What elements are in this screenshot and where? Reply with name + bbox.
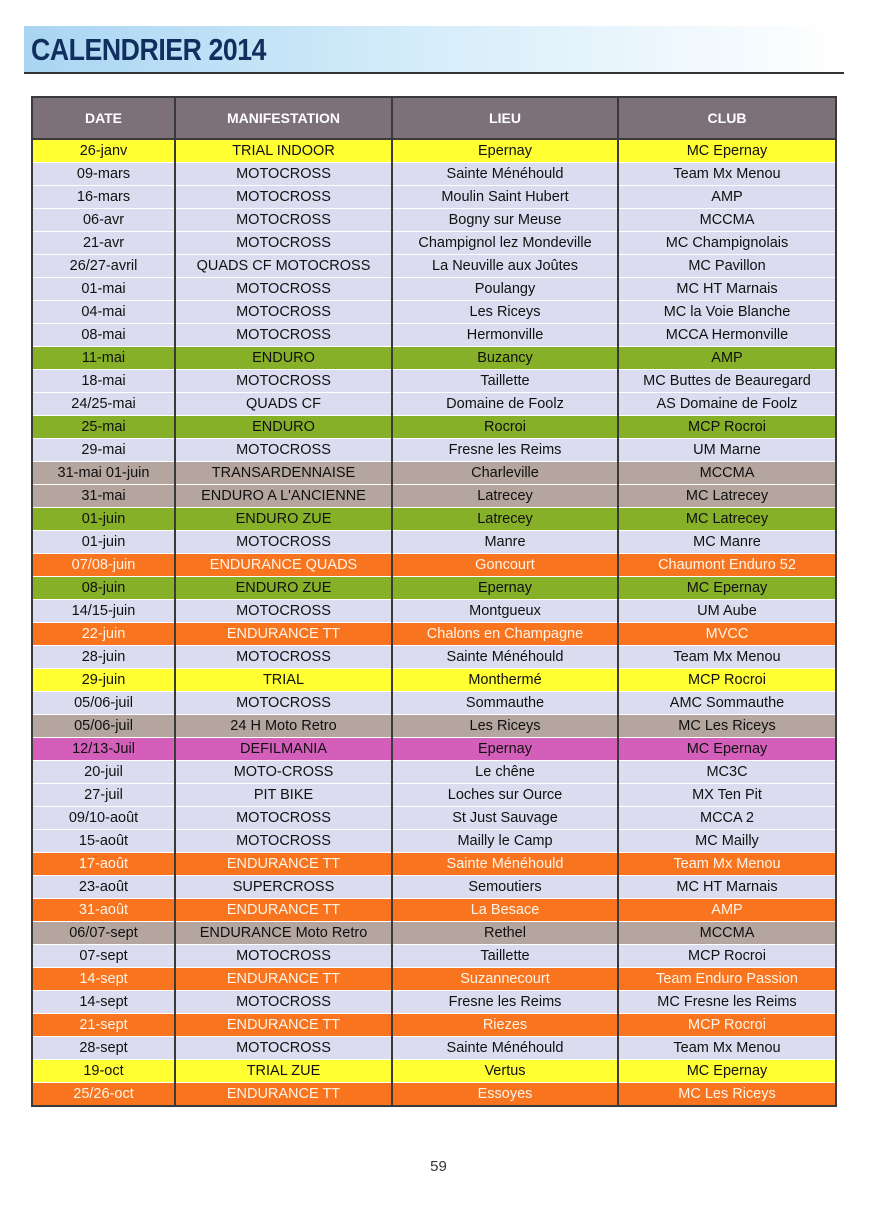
cell-club: MC Latrecey	[618, 485, 836, 508]
cell-date: 28-juin	[32, 646, 175, 669]
table-row	[32, 876, 836, 899]
cell-date: 28-sept	[32, 1037, 175, 1060]
cell-event: ENDURO A L'ANCIENNE	[175, 485, 392, 508]
cell-place: Charleville	[392, 462, 618, 485]
table-row	[32, 600, 836, 623]
cell-event: MOTOCROSS	[175, 830, 392, 853]
cell-place: Les Riceys	[392, 715, 618, 738]
cell-date: 20-juil	[32, 761, 175, 784]
cell-club: MC Fresne les Reims	[618, 991, 836, 1014]
cell-date: 29-mai	[32, 439, 175, 462]
cell-event: MOTOCROSS	[175, 232, 392, 255]
cell-club: MVCC	[618, 623, 836, 646]
table-row	[32, 830, 836, 853]
cell-place: Manre	[392, 531, 618, 554]
cell-place: Rocroi	[392, 416, 618, 439]
cell-place: Le chêne	[392, 761, 618, 784]
table-row	[32, 715, 836, 738]
cell-club: MC Buttes de Beauregard	[618, 370, 836, 393]
cell-event: ENDURO ZUE	[175, 508, 392, 531]
column-header-club: CLUB	[618, 97, 836, 139]
cell-event: MOTOCROSS	[175, 945, 392, 968]
cell-club: MC HT Marnais	[618, 876, 836, 899]
cell-place: Vertus	[392, 1060, 618, 1083]
cell-date: 08-juin	[32, 577, 175, 600]
table-row	[32, 853, 836, 876]
cell-date: 22-juin	[32, 623, 175, 646]
cell-date: 31-août	[32, 899, 175, 922]
cell-club: MCP Rocroi	[618, 1014, 836, 1037]
cell-club: MC Epernay	[618, 139, 836, 163]
calendar-table	[31, 96, 837, 1107]
table-row	[32, 669, 836, 692]
cell-date: 29-juin	[32, 669, 175, 692]
cell-club: MCCMA	[618, 922, 836, 945]
cell-club: MC Manre	[618, 531, 836, 554]
cell-place: Mailly le Camp	[392, 830, 618, 853]
cell-date: 14-sept	[32, 968, 175, 991]
cell-place: Domaine de Foolz	[392, 393, 618, 416]
cell-club: AMP	[618, 899, 836, 922]
cell-club: MC Mailly	[618, 830, 836, 853]
table-row	[32, 186, 836, 209]
cell-place: Sainte Ménéhould	[392, 646, 618, 669]
cell-place: Montgueux	[392, 600, 618, 623]
cell-place: St Just Sauvage	[392, 807, 618, 830]
cell-event: ENDURANCE TT	[175, 853, 392, 876]
cell-club: AS Domaine de Foolz	[618, 393, 836, 416]
table-row	[32, 462, 836, 485]
cell-club: MC Champignolais	[618, 232, 836, 255]
cell-club: MCCA 2	[618, 807, 836, 830]
cell-place: Taillette	[392, 945, 618, 968]
cell-club: MC Latrecey	[618, 508, 836, 531]
cell-event: MOTOCROSS	[175, 807, 392, 830]
cell-club: AMC Sommauthe	[618, 692, 836, 715]
cell-club: AMP	[618, 347, 836, 370]
cell-date: 05/06-juil	[32, 692, 175, 715]
table-row	[32, 324, 836, 347]
cell-date: 14/15-juin	[32, 600, 175, 623]
cell-event: MOTOCROSS	[175, 692, 392, 715]
table-row	[32, 945, 836, 968]
cell-date: 06-avr	[32, 209, 175, 232]
cell-event: MOTOCROSS	[175, 163, 392, 186]
cell-event: MOTOCROSS	[175, 991, 392, 1014]
title-underline	[24, 72, 844, 74]
cell-event: ENDURANCE TT	[175, 623, 392, 646]
cell-event: MOTOCROSS	[175, 209, 392, 232]
cell-place: Moulin Saint Hubert	[392, 186, 618, 209]
cell-date: 26/27-avril	[32, 255, 175, 278]
cell-event: PIT BIKE	[175, 784, 392, 807]
cell-date: 12/13-Juil	[32, 738, 175, 761]
cell-date: 09-mars	[32, 163, 175, 186]
table-row	[32, 416, 836, 439]
cell-club: MC Epernay	[618, 1060, 836, 1083]
table-row	[32, 370, 836, 393]
cell-place: Riezes	[392, 1014, 618, 1037]
cell-club: MC Les Riceys	[618, 715, 836, 738]
cell-club: MCCMA	[618, 462, 836, 485]
table-row	[32, 163, 836, 186]
cell-place: La Besace	[392, 899, 618, 922]
cell-place: Hermonville	[392, 324, 618, 347]
cell-place: Sainte Ménéhould	[392, 1037, 618, 1060]
table-row	[32, 209, 836, 232]
cell-place: Bogny sur Meuse	[392, 209, 618, 232]
table-row	[32, 738, 836, 761]
cell-club: MC la Voie Blanche	[618, 301, 836, 324]
cell-date: 25/26-oct	[32, 1083, 175, 1107]
table-row	[32, 784, 836, 807]
cell-club: UM Aube	[618, 600, 836, 623]
table-row	[32, 807, 836, 830]
column-header-place: LIEU	[392, 97, 618, 139]
cell-date: 31-mai	[32, 485, 175, 508]
cell-club: MX Ten Pit	[618, 784, 836, 807]
cell-club: Team Mx Menou	[618, 163, 836, 186]
page-title: CALENDRIER 2014	[31, 32, 267, 67]
column-header-event: MANIFESTATION	[175, 97, 392, 139]
cell-date: 14-sept	[32, 991, 175, 1014]
cell-date: 05/06-juil	[32, 715, 175, 738]
table-row	[32, 255, 836, 278]
table-row	[32, 485, 836, 508]
cell-place: Monthermé	[392, 669, 618, 692]
cell-place: Latrecey	[392, 508, 618, 531]
cell-place: Epernay	[392, 577, 618, 600]
cell-date: 06/07-sept	[32, 922, 175, 945]
cell-place: Loches sur Ource	[392, 784, 618, 807]
calendar-body	[32, 139, 836, 1106]
cell-club: Team Mx Menou	[618, 646, 836, 669]
cell-event: TRANSARDENNAISE	[175, 462, 392, 485]
cell-date: 16-mars	[32, 186, 175, 209]
cell-event: MOTOCROSS	[175, 301, 392, 324]
cell-event: TRIAL	[175, 669, 392, 692]
cell-date: 07-sept	[32, 945, 175, 968]
cell-date: 01-juin	[32, 508, 175, 531]
cell-date: 18-mai	[32, 370, 175, 393]
table-row	[32, 1060, 836, 1083]
table-row	[32, 922, 836, 945]
cell-event: MOTOCROSS	[175, 370, 392, 393]
cell-club: MCCMA	[618, 209, 836, 232]
table-row	[32, 301, 836, 324]
table-row	[32, 278, 836, 301]
cell-date: 21-sept	[32, 1014, 175, 1037]
table-row	[32, 508, 836, 531]
cell-place: Fresne les Reims	[392, 439, 618, 462]
cell-place: Taillette	[392, 370, 618, 393]
cell-club: Chaumont Enduro 52	[618, 554, 836, 577]
cell-place: Les Riceys	[392, 301, 618, 324]
cell-event: MOTOCROSS	[175, 646, 392, 669]
cell-date: 07/08-juin	[32, 554, 175, 577]
table-row	[32, 577, 836, 600]
cell-event: ENDURANCE TT	[175, 1014, 392, 1037]
cell-club: MCP Rocroi	[618, 945, 836, 968]
cell-event: MOTOCROSS	[175, 439, 392, 462]
page-number: 59	[430, 1158, 447, 1175]
cell-event: MOTOCROSS	[175, 278, 392, 301]
cell-date: 01-mai	[32, 278, 175, 301]
table-row	[32, 646, 836, 669]
cell-event: ENDURANCE TT	[175, 1083, 392, 1107]
cell-date: 17-août	[32, 853, 175, 876]
cell-club: UM Marne	[618, 439, 836, 462]
cell-date: 23-août	[32, 876, 175, 899]
cell-date: 08-mai	[32, 324, 175, 347]
cell-place: Epernay	[392, 738, 618, 761]
cell-club: MCP Rocroi	[618, 669, 836, 692]
table-header-row	[32, 97, 836, 139]
cell-event: MOTOCROSS	[175, 531, 392, 554]
cell-club: MC HT Marnais	[618, 278, 836, 301]
cell-date: 15-août	[32, 830, 175, 853]
cell-date: 25-mai	[32, 416, 175, 439]
cell-club: MC Les Riceys	[618, 1083, 836, 1107]
cell-place: Buzancy	[392, 347, 618, 370]
cell-date: 26-janv	[32, 139, 175, 163]
cell-club: MC Epernay	[618, 738, 836, 761]
cell-place: Sommauthe	[392, 692, 618, 715]
cell-club: MC3C	[618, 761, 836, 784]
cell-place: Champignol lez Mondeville	[392, 232, 618, 255]
table-row	[32, 1083, 836, 1107]
cell-event: ENDURANCE TT	[175, 968, 392, 991]
cell-place: Rethel	[392, 922, 618, 945]
table-row	[32, 232, 836, 255]
table-row	[32, 968, 836, 991]
cell-event: SUPERCROSS	[175, 876, 392, 899]
table-row	[32, 1037, 836, 1060]
table-row	[32, 991, 836, 1014]
cell-club: MCP Rocroi	[618, 416, 836, 439]
cell-event: MOTOCROSS	[175, 324, 392, 347]
table-row	[32, 347, 836, 370]
cell-event: ENDURO	[175, 416, 392, 439]
table-row	[32, 439, 836, 462]
cell-event: MOTOCROSS	[175, 1037, 392, 1060]
cell-place: Latrecey	[392, 485, 618, 508]
cell-date: 27-juil	[32, 784, 175, 807]
cell-place: Chalons en Champagne	[392, 623, 618, 646]
cell-date: 11-mai	[32, 347, 175, 370]
cell-event: ENDURO	[175, 347, 392, 370]
table-row	[32, 531, 836, 554]
table-row	[32, 554, 836, 577]
cell-place: Sainte Ménéhould	[392, 163, 618, 186]
cell-date: 04-mai	[32, 301, 175, 324]
cell-event: QUADS CF MOTOCROSS	[175, 255, 392, 278]
cell-place: Goncourt	[392, 554, 618, 577]
cell-place: Semoutiers	[392, 876, 618, 899]
cell-event: TRIAL ZUE	[175, 1060, 392, 1083]
cell-event: TRIAL INDOOR	[175, 139, 392, 163]
cell-date: 01-juin	[32, 531, 175, 554]
cell-place: La Neuville aux Joûtes	[392, 255, 618, 278]
table-row	[32, 139, 836, 163]
cell-club: MC Epernay	[618, 577, 836, 600]
cell-date: 19-oct	[32, 1060, 175, 1083]
cell-place: Fresne les Reims	[392, 991, 618, 1014]
cell-date: 09/10-août	[32, 807, 175, 830]
cell-place: Epernay	[392, 139, 618, 163]
table-row	[32, 1014, 836, 1037]
cell-event: ENDURANCE QUADS	[175, 554, 392, 577]
table-row	[32, 761, 836, 784]
cell-event: QUADS CF	[175, 393, 392, 416]
cell-event: DEFILMANIA	[175, 738, 392, 761]
cell-date: 31-mai 01-juin	[32, 462, 175, 485]
table-row	[32, 623, 836, 646]
column-header-date: DATE	[32, 97, 175, 139]
cell-club: Team Mx Menou	[618, 853, 836, 876]
cell-club: Team Enduro Passion	[618, 968, 836, 991]
cell-club: Team Mx Menou	[618, 1037, 836, 1060]
cell-event: 24 H Moto Retro	[175, 715, 392, 738]
table-row	[32, 393, 836, 416]
cell-event: MOTO-CROSS	[175, 761, 392, 784]
cell-event: MOTOCROSS	[175, 600, 392, 623]
cell-event: ENDURANCE Moto Retro	[175, 922, 392, 945]
cell-date: 24/25-mai	[32, 393, 175, 416]
cell-event: MOTOCROSS	[175, 186, 392, 209]
cell-date: 21-avr	[32, 232, 175, 255]
cell-event: ENDURANCE TT	[175, 899, 392, 922]
cell-club: MCCA Hermonville	[618, 324, 836, 347]
cell-place: Poulangy	[392, 278, 618, 301]
cell-club: MC Pavillon	[618, 255, 836, 278]
cell-place: Suzannecourt	[392, 968, 618, 991]
cell-place: Essoyes	[392, 1083, 618, 1107]
cell-club: AMP	[618, 186, 836, 209]
table-row	[32, 899, 836, 922]
table-row	[32, 692, 836, 715]
cell-event: ENDURO ZUE	[175, 577, 392, 600]
cell-place: Sainte Ménéhould	[392, 853, 618, 876]
